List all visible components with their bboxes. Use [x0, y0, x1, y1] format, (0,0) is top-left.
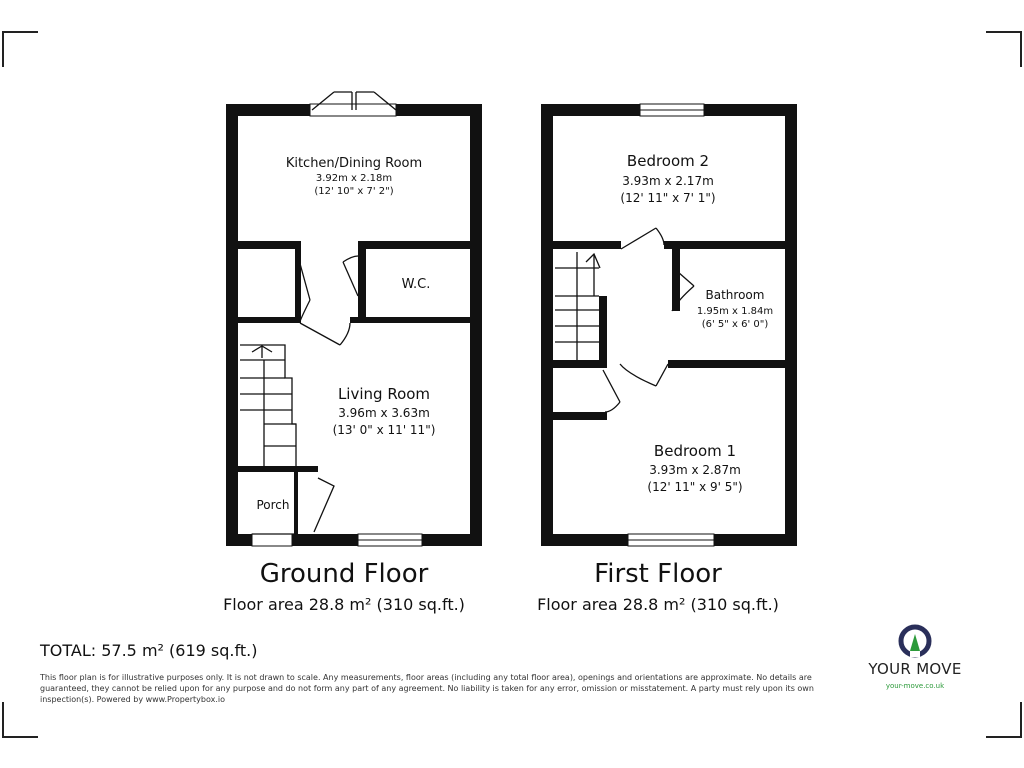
brand-name: YOUR MOVE: [868, 660, 962, 678]
brand-url: your-move.co.uk: [885, 682, 945, 690]
gf-wall-right: [470, 104, 482, 546]
gf-wall-left: [226, 104, 238, 546]
ff-bed1-door-leaf: [656, 364, 668, 386]
ff-wall-left: [541, 104, 553, 546]
bedroom2-imperial: (12' 11" x 7' 1"): [620, 191, 716, 205]
ff-bed2-door-arc: [656, 228, 664, 245]
ff-cupboard-door-leaf: [603, 370, 620, 402]
ff-wall-stair: [599, 296, 607, 366]
ff-bath-door-leaf: [678, 272, 694, 286]
first-floor-area: Floor area 28.8 m² (310 sq.ft.): [537, 595, 779, 614]
ff-bed2-door-leaf: [621, 228, 656, 249]
gf-door-arc: [300, 300, 310, 322]
ff-cupboard-door-arc: [605, 402, 620, 412]
gf-patio-door: [310, 104, 396, 116]
ground-floor-title: Ground Floor: [259, 559, 429, 589]
bathroom-imperial: (6' 5" x 6' 0"): [701, 319, 769, 330]
gf-wall-wc: [358, 241, 366, 320]
location-pin-icon: [898, 624, 932, 658]
ff-wall-cupboard: [553, 412, 607, 420]
ff-bed1-door-arc: [620, 364, 656, 386]
gf-front-door-gap: [252, 534, 292, 546]
total-area: TOTAL: 57.5 m² (619 sq.ft.): [40, 641, 258, 660]
wc-label: W.C.: [401, 277, 431, 292]
kitchen-imperial: (12' 10" x 7' 2"): [314, 186, 394, 197]
gf-living-door-leaf: [300, 323, 340, 345]
ff-wall-right: [785, 104, 797, 546]
gf-stairs-treads: [240, 360, 296, 466]
gf-living-door-arc: [340, 323, 350, 345]
living-room-label: Living Room: [337, 385, 431, 403]
gf-porch-door: [314, 478, 334, 532]
gf-wc-door-leaf: [343, 262, 358, 296]
gf-stairs-outline: [240, 345, 296, 466]
gf-stairs-arrow: [252, 346, 272, 358]
ff-stairs-treads: [555, 252, 599, 360]
bedroom1-imperial: (12' 11" x 9' 5"): [647, 480, 743, 494]
ground-floor-area: Floor area 28.8 m² (310 sq.ft.): [223, 595, 465, 614]
disclaimer-text: This floor plan is for illustrative purposes only. It is not drawn to scale. Any measurements, floor areas (including any total floor area), openings and orientations are approximate. No details are guaranteed, they cannot be relied upon for any purpose and do not form any part of any agreement. No liability is taken for any error, omission or misstatement. A party must rely upon its own inspection(s). Powered by www.Propertybox.io: [40, 673, 814, 704]
gf-wall-porch: [238, 466, 318, 472]
bedroom1-metric: 3.93m x 2.87m: [649, 463, 741, 477]
bedroom1-label: Bedroom 1: [653, 442, 737, 460]
kitchen-label: Kitchen/Dining Room: [285, 156, 423, 171]
ff-wall-bath-bottom: [668, 360, 785, 368]
bathroom-metric: 1.95m x 1.84m: [696, 306, 774, 317]
living-room-imperial: (13' 0" x 11' 11"): [332, 423, 436, 437]
bedroom2-metric: 3.93m x 2.17m: [622, 174, 714, 188]
gf-wall-int: [238, 241, 296, 249]
ff-wall-landing: [553, 360, 607, 368]
kitchen-metric: 3.92m x 2.18m: [315, 173, 393, 184]
your-move-logo: [860, 624, 970, 690]
ff-stairs-arrow: [586, 254, 600, 296]
porch-label: Porch: [256, 498, 290, 512]
first-floor-title: First Floor: [594, 559, 722, 589]
bathroom-label: Bathroom: [705, 288, 765, 302]
gf-wall-porch: [294, 472, 298, 534]
bedroom2-label: Bedroom 2: [626, 152, 710, 170]
gf-wall-cupboard: [295, 241, 301, 323]
ff-wall-int: [553, 241, 621, 249]
gf-wall-int: [238, 317, 300, 323]
gf-wc-door-arc: [343, 256, 358, 262]
gf-wall-int: [358, 241, 470, 249]
living-room-metric: 3.96m x 3.63m: [338, 406, 430, 420]
gf-wall-int: [350, 317, 470, 323]
ff-wall-int: [664, 241, 785, 249]
